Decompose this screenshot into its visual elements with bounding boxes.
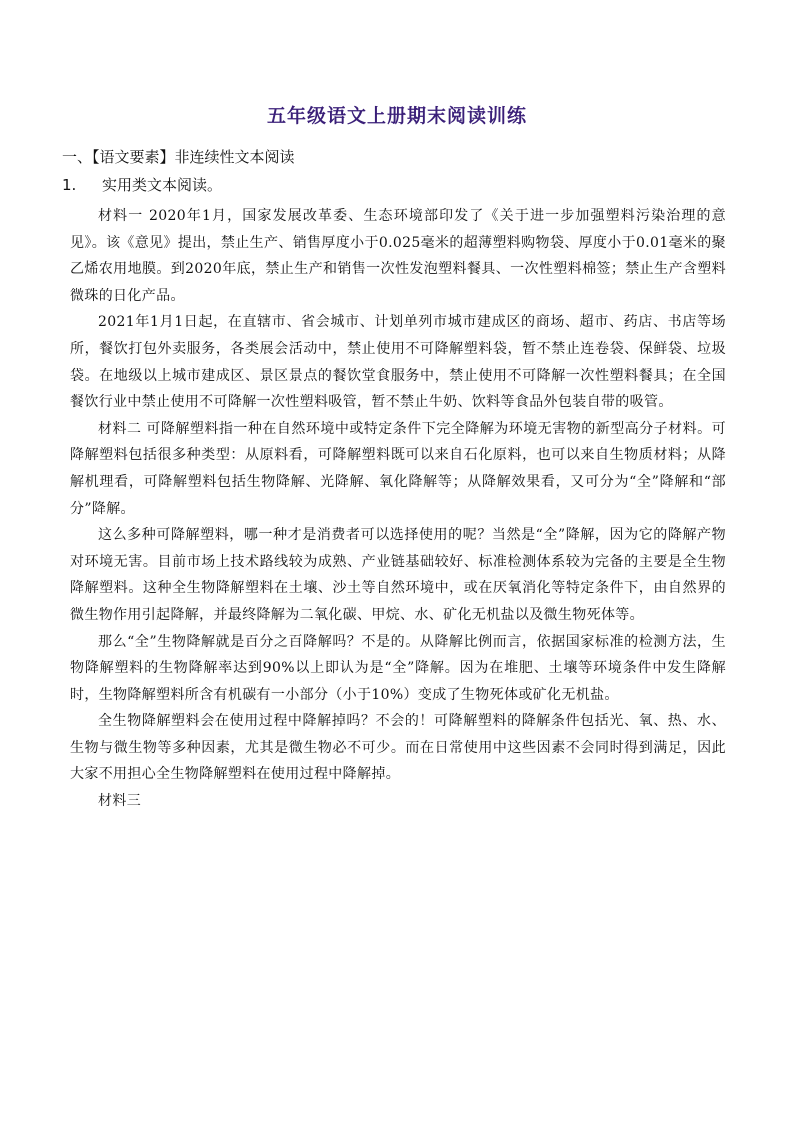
article-body [70,203,726,815]
paragraph-material-1: 材料一 2020年1月，国家发展改革委、生态环境部印发了《关于进一步加强塑料污染治理的意见》。该《意见》提出，禁止生产、销售厚度小于0.025毫米的超薄塑料购物袋、厚度小于0.01毫米的聚乙烯农用地膜。到2020年底，禁止生产和销售一次性发泡塑料餐具、一次性塑料棉签；禁止生产含塑料微珠的日化产品。 [70,208,726,304]
paragraph-policy-2021: 2021年1月1日起，在直辖市、省会城市、计划单列市城市建成区的商场、超市、药店、书店等场所，餐饮打包外卖服务，各类展会活动中，禁止使用不可降解塑料袋，暂不禁止连卷袋、保鲜袋、垃圾袋。在地级以上城市建成区、景区景点的餐饮堂食服务中，禁止使用不可降解一次性塑料餐具；在全国餐饮行业中禁止使用不可降解一次性塑料吸管，暂不禁止牛奶、饮料等食品外包装自带的吸管。 [70,314,726,411]
question-text: 实用类文本阅读。 [102,176,223,194]
paragraph-percentage: 那么“全”生物降解就是百分之百降解吗？不是的。从降解比例而言，依据国家标准的检测方法，生物降解塑料的生物降解率达到90%以上即认为是“全”降解。因为在堆肥、土壤等环境条件中发生降解时，生物降解塑料所含有机碳有一小部分（小于10%）变成了生物死体或矿化无机盐。 [70,633,726,703]
paragraph-material-2: 材料二 可降解塑料指一种在自然环境中或特定条件下完全降解为环境无害物的新型高分子材料。可降解塑料包括很多种类型：从原料看，可降解塑料既可以来自石化原料，也可以来自生物质材料；从降解机理看，可降解塑料包括生物降解、光降解、氧化降解等；从降解效果看，又可分为“全”降解和“部分”降解。 [70,420,726,517]
question-item [62,174,222,195]
section-heading: 一、【语文要素】非连续性文本阅读 [62,148,295,166]
paragraph-material-3: 材料三 [98,793,142,810]
paragraph-full-degradation: 这么多种可降解塑料，哪一种才是消费者可以选择使用的呢？当然是“全”降解，因为它的降解产物对环境无害。目前市场上技术路线较为成熟、产业链基础较好、标准检测体系较为完备的主要是全生物降解塑料。这种全生物降解塑料在土壤、沙土等自然环境中，或在厌氧消化等特定条件下，由自然界的微生物作用引起降解，并最终降解为二氧化碳、甲烷、水、矿化无机盐以及微生物死体等。 [70,527,726,623]
paragraph-usage: 全生物降解塑料会在使用过程中降解掉吗？不会的！可降解塑料的降解条件包括光、氧、热、水、生物与微生物等多种因素，尤其是微生物必不可少。而在日常使用中这些因素不会同时得到满足，因此大家不用担心全生物降解塑料在使用过程中降解掉。 [70,713,726,783]
question-number: 1. [62,176,77,194]
page-title: 五年级语文上册期末阅读训练 [266,105,527,127]
